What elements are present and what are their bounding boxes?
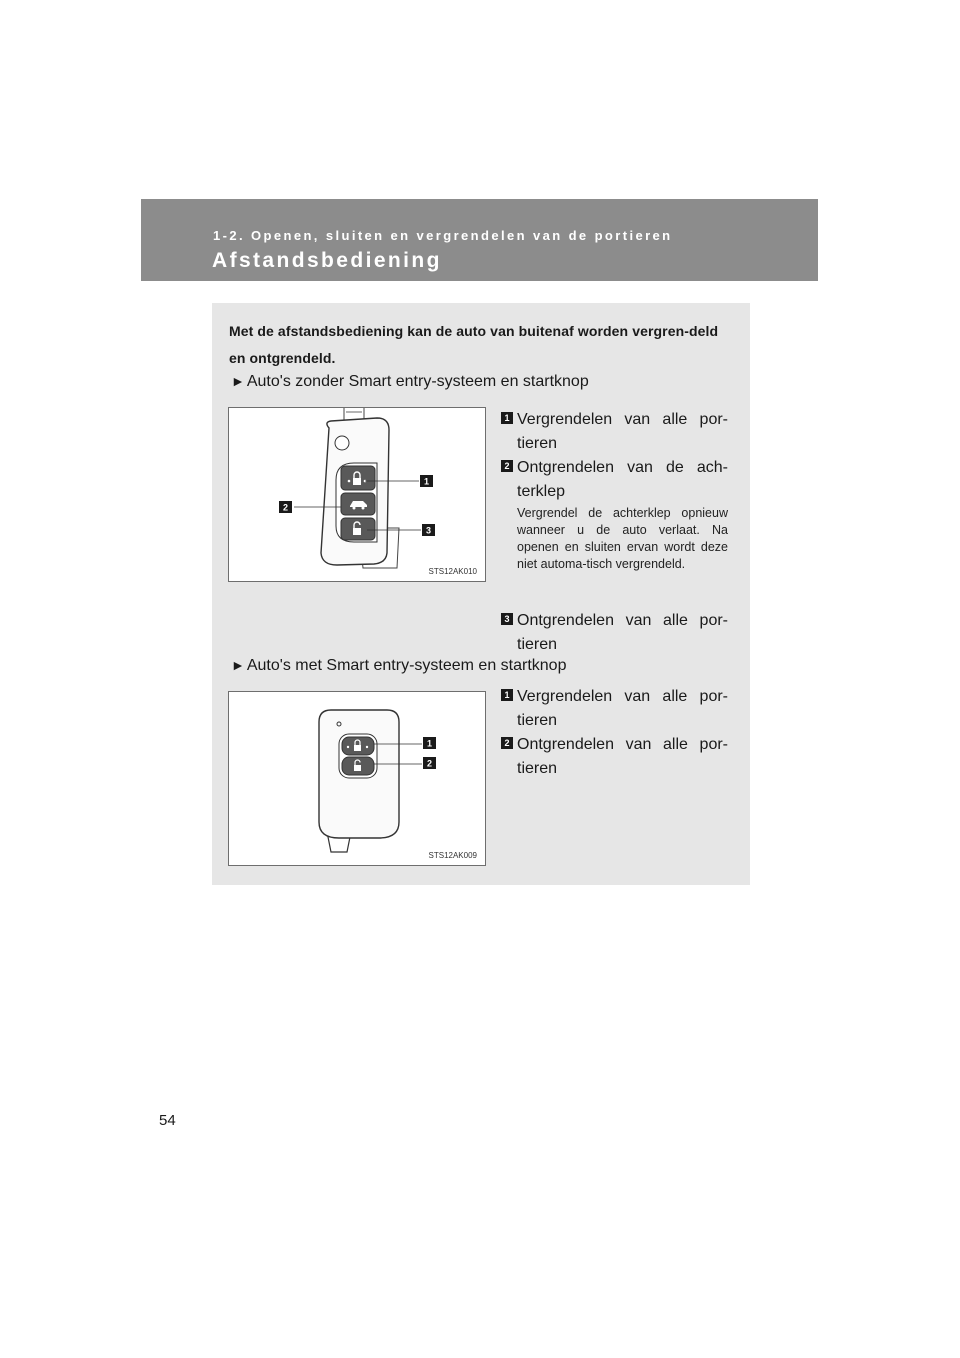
folding-key-illustration <box>229 408 485 581</box>
legend-item <box>501 685 728 733</box>
svg-text:1: 1 <box>426 738 433 749</box>
svg-text:3: 3 <box>425 525 432 536</box>
variant-b-heading <box>231 657 566 675</box>
callout-number: 1 <box>501 689 513 701</box>
section-label: 1-2. Openen, sluiten en vergrendelen van de portieren <box>213 228 673 243</box>
key-figure-conventional <box>228 407 486 582</box>
key-figure-smart <box>228 691 486 866</box>
callout-number: 1 <box>501 412 513 424</box>
tailgate-note: Vergrendel de achterklep opnieuw wanneer u de auto verlaat. Na openen en sluiten ervan wordt deze niet automa-tisch vergrendeld. <box>517 506 728 571</box>
bullet-triangle-icon: ► <box>231 373 245 389</box>
legend-item <box>501 408 728 456</box>
legend-text: Ontgrendelen van de ach-terklep <box>517 459 728 500</box>
legend-item <box>501 456 728 504</box>
legend-text: Ontgrendelen van alle por-tieren <box>517 612 728 653</box>
legend-text: Vergrendelen van alle por-tieren <box>517 688 728 729</box>
figure-code: STS12AK009 <box>428 851 477 860</box>
legend-item <box>501 609 728 657</box>
page-title: Afstandsbediening <box>212 249 442 272</box>
variant-a-heading <box>231 373 589 391</box>
svg-text:2: 2 <box>426 758 433 769</box>
callout-number: 3 <box>501 613 513 625</box>
bullet-triangle-icon: ► <box>231 657 245 673</box>
legend-item <box>501 733 728 781</box>
legend-text: Vergrendelen van alle por-tieren <box>517 411 728 452</box>
variant-b-heading-text: Auto's met Smart entry-systeem en startknop <box>246 657 567 674</box>
svg-text:1: 1 <box>423 476 430 487</box>
variant-a-heading-text: Auto's zonder Smart entry-systeem en startknop <box>246 373 589 390</box>
page-number: 54 <box>159 1112 176 1129</box>
svg-text:2: 2 <box>282 502 289 513</box>
legend-text: Ontgrendelen van alle por-tieren <box>517 736 728 777</box>
smart-key-illustration <box>229 692 485 865</box>
callout-number: 2 <box>501 737 513 749</box>
callout-number: 2 <box>501 460 513 472</box>
intro-text: Met de afstandsbediening kan de auto van buitenaf worden vergren-deld en ontgrendeld. <box>229 323 719 366</box>
figure-code: STS12AK010 <box>428 567 477 576</box>
